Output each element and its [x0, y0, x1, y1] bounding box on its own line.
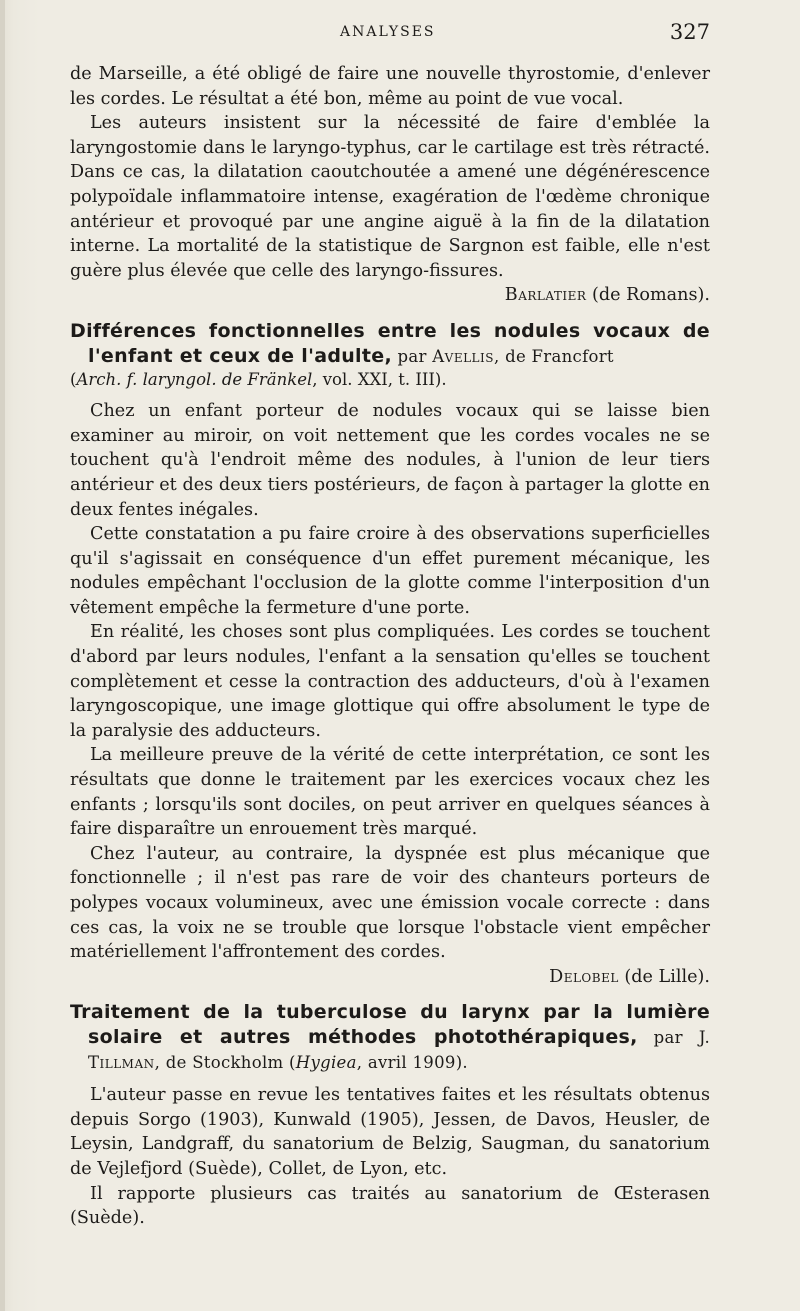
- paragraph: Les auteurs insistent sur la nécessité de faire d'emblée la laryngostomie dans le laryngo-typhus, car le cartilage est très rétracté. Dans ce cas, la dilatation caoutchoutée a amené une dégénérescence polypoïdale inflammatoire intense, exagération de l'œdème chronique antérieur et provoqué par une angine aiguë à la fin de la dilatation interne. La mortalité de la statistique de Sargnon est faible, elle n'est guère plus élevée que celle des laryngo-fissures.: [70, 113, 710, 281]
- paragraph: Il rapporte plusieurs cas traités au sanatorium de Œsterasen (Suède).: [70, 1183, 710, 1229]
- page-number: 327: [669, 20, 710, 44]
- signature-place: (de Lille).: [624, 966, 710, 987]
- signature-name: Barlatier: [504, 285, 587, 306]
- paragraph: Chez un enfant porteur de nodules vocaux qui se laisse bien examiner au miroir, on voit nettement que les cordes vocales ne se touchent qu'à l'endroit même des nodules, à l'union de leur tiers antérieur et des deux tiers postérieurs, de façon à partager la glotte en deux fentes inégales.: [70, 401, 710, 520]
- signature-place: (de Romans).: [592, 285, 710, 306]
- page-body: [70, 62, 710, 1231]
- article-title: Traitement de la tuberculose du larynx par la lumière solaire et autres méthodes photothérapiques,: [70, 1001, 710, 1048]
- page-header: [70, 20, 710, 50]
- paragraph: de Marseille, a été obligé de faire une nouvelle thyrostomie, d'enlever les cordes. Le résultat a été bon, même au point de vue vocal.: [70, 64, 710, 109]
- page-edge: [0, 0, 5, 1311]
- signature-name: Delobel: [549, 966, 619, 987]
- article-author: Avellis: [432, 346, 494, 366]
- running-head: ANALYSES: [340, 24, 436, 40]
- paragraph: Chez l'auteur, au contraire, la dyspnée est plus mécanique que fonctionnelle ; il n'est pas rare de voir des chanteurs porteurs de polypes vocaux volumineux, avec une émission vocale correcte : dans ces cas, la voix ne se trouble que lorsque l'obstacle vient empêcher matériellement l'affrontement des cordes.: [70, 843, 710, 963]
- article-heading: Traitement de la tuberculose du larynx par la lumière solaire et autres méthodes photothérapiques, par J. Tillman, de Stockholm (Hygiea, avril 1909).: [70, 1001, 711, 1072]
- paragraph: Cette constatation a pu faire croire à des observations superficielles qu'il s'agissait en conséquence d'un effet purement mécanique, les nodules empêchant l'occlusion de la glotte comme l'interposition d'un vêtement empêche la fermeture d'une porte.: [70, 524, 710, 618]
- article-title: Différences fonctionnelles entre les nodules vocaux de l'enfant et ceux de l'adulte,: [70, 319, 710, 367]
- signature: [70, 283, 710, 308]
- paragraph: La meilleure preuve de la vérité de cette interprétation, ce sont les résultats que donne le traitement par les exercices vocaux chez les enfants ; lorsqu'ils sont dociles, on peut arriver en quelques séances à faire disparaître un enrouement très marqué.: [70, 745, 710, 840]
- article-heading: Différences fonctionnelles entre les nodules vocaux de l'enfant et ceux de l'adulte, par Avellis, de Francfort (Arch. f. laryngol. de Fränkel, vol. XXI, t. III).: [70, 319, 710, 390]
- paragraph: L'auteur passe en revue les tentatives faites et les résultats obtenus depuis Sorgo (1903), Kunwald (1905), Jessen, de Davos, Heusler, de Leysin, Landgraff, du sanatorium de Belzig, Saugman, du sanatorium de Vejlefjord (Suède), Collet, de Lyon, etc.: [70, 1085, 710, 1179]
- signature: [70, 965, 710, 990]
- paragraph: En réalité, les choses sont plus compliquées. Les cordes se touchent d'abord par leurs nodules, l'enfant a la sensation qu'elles se touchent complètement et cesse la contraction des adducteurs, d'où à l'examen laryngoscopique, une image glottique qui offre absolument le type de la paralysie des adducteurs.: [70, 622, 710, 741]
- article-author: Tillman: [88, 1052, 155, 1072]
- article-citation: (Arch. f. laryngol. de Fränkel, vol. XXI, t. III).: [70, 370, 447, 390]
